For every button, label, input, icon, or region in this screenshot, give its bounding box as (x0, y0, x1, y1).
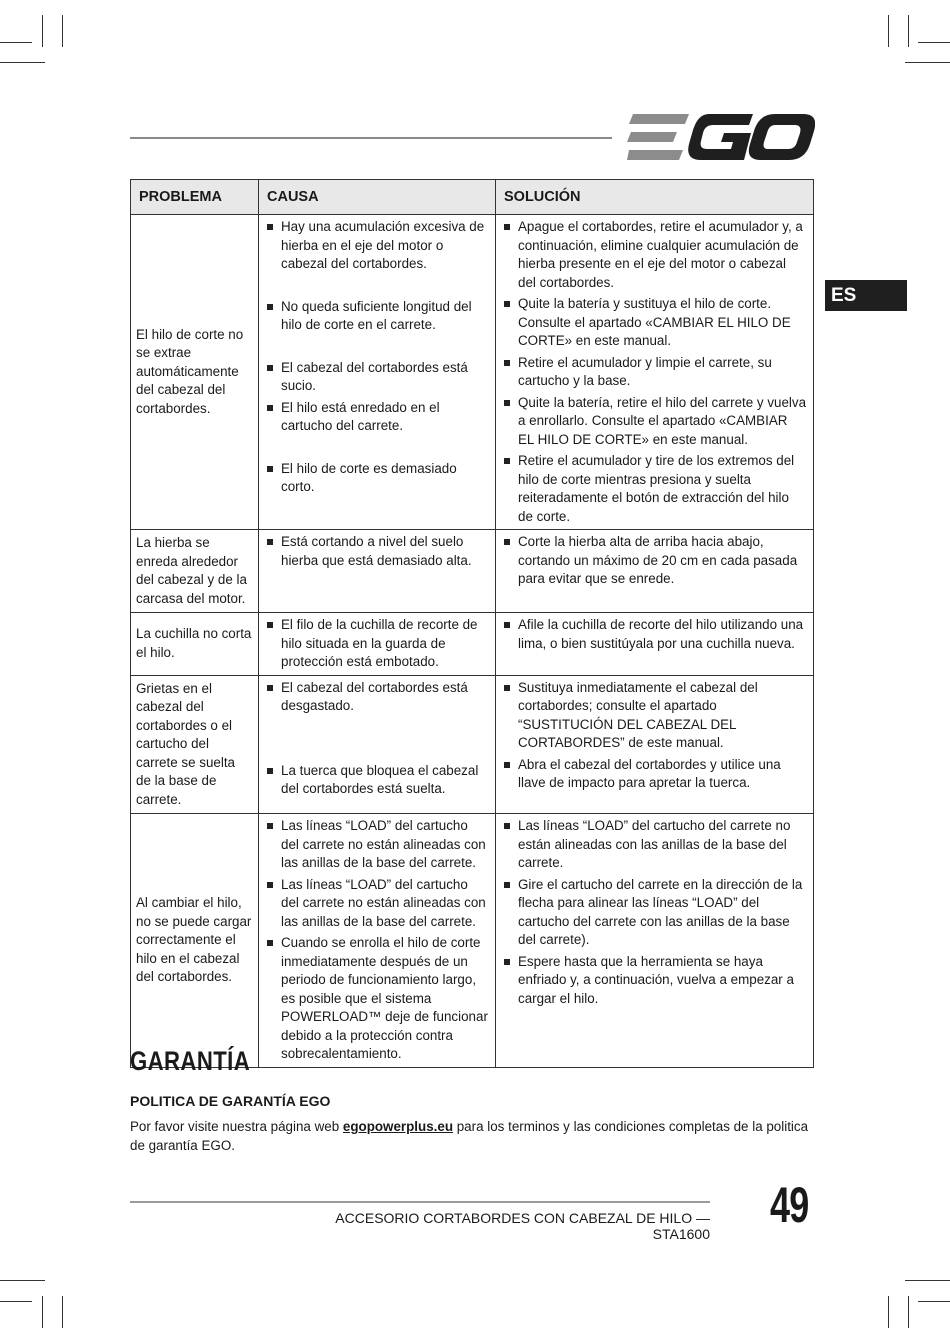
cause-cell (259, 814, 496, 1068)
solution-item: Abra el cabezal del cortabordes y utilice una llave de impacto para apretar la tuerca. (502, 756, 807, 793)
crop-mark (918, 42, 950, 43)
cause-item: La tuerca que bloquea el cabezal del cortabordes está suelta. (265, 762, 489, 799)
ego-logo (627, 114, 815, 160)
crop-mark (62, 15, 63, 47)
footer-rule (130, 1201, 710, 1203)
table-row (131, 814, 814, 1068)
crop-mark (42, 1296, 43, 1328)
crop-mark (0, 62, 45, 63)
crop-mark (888, 15, 889, 47)
warranty-paragraph (130, 1117, 810, 1155)
cause-cell (259, 530, 496, 613)
solution-item: Quite la batería, retire el hilo del carrete y vuelva a enrollarlo. Consulte el apartado «CAMBIAR EL HILO DE CORTE» en este manual. (502, 394, 807, 450)
column-header-cause: CAUSA (259, 180, 496, 215)
header-rule (130, 137, 612, 139)
solution-cell (496, 675, 814, 814)
cause-item: El cabezal del cortabordes está sucio. (265, 359, 489, 396)
cause-item: Está cortando a nivel del suelo hierba que está demasiado alta. (265, 533, 489, 570)
solution-cell (496, 814, 814, 1068)
solution-item: Retire el acumulador y tire de los extremos del hilo de corte mientras presiona y suelta reiteradamente el botón de extracción del hilo de corte. (502, 452, 807, 526)
crop-mark (905, 62, 950, 63)
cause-item: No queda suficiente longitud del hilo de corte en el carrete. (265, 298, 489, 335)
crop-mark (918, 1301, 950, 1302)
solution-cell (496, 215, 814, 530)
table-row (131, 613, 814, 676)
page-number: 49 (770, 1177, 809, 1233)
crop-mark (908, 1296, 909, 1328)
crop-mark (0, 1280, 45, 1281)
solution-item: Gire el cartucho del carrete en la dirección de la flecha para alinear las líneas “LOAD” del cartucho del carrete con las anillas de la base del carrete). (502, 876, 807, 950)
cause-cell (259, 613, 496, 676)
solution-item: Apague el cortabordes, retire el acumulador y, a continuación, elimine cualquier acumulación de hierba presente en el eje del motor o cabezal del cortabordes. (502, 218, 807, 292)
solution-item: Espere hasta que la herramienta se haya enfriado y, a continuación, vuelva a empezar a cargar el hilo. (502, 953, 807, 1009)
cause-item: El cabezal del cortabordes está desgastado. (265, 679, 489, 716)
crop-mark (62, 1296, 63, 1328)
cause-item: Hay una acumulación excesiva de hierba en el eje del motor o cabezal del cortabordes. (265, 218, 489, 274)
cause-item: El hilo está enredado en el cartucho del carrete. (265, 399, 489, 436)
problem-cell: Grietas en el cabezal del cortabordes o el cartucho del carrete se suelta de la base de carrete. (131, 675, 259, 814)
language-tab: ES (825, 280, 907, 311)
solution-cell (496, 530, 814, 613)
crop-mark (42, 15, 43, 47)
table-row (131, 675, 814, 814)
column-header-problem: PROBLEMA (131, 180, 259, 215)
solution-cell (496, 613, 814, 676)
website-link[interactable]: egopowerplus.eu (342, 1119, 454, 1134)
cause-item: Las líneas “LOAD” del cartucho del carrete no están alineadas con las anillas de la base del carrete. (265, 817, 489, 873)
cause-item: El hilo de corte es demasiado corto. (265, 460, 489, 497)
solution-item: Sustituya inmediatamente el cabezal del cortabordes; consulte el apartado “SUSTITUCIÓN DEL CABEZAL DEL CORTABORDES” de este manual. (502, 679, 807, 753)
cause-cell (259, 215, 496, 530)
crop-mark (0, 42, 32, 43)
warranty-subheading: POLITICA DE GARANTÍA EGO (130, 1093, 331, 1109)
problem-cell: El hilo de corte no se extrae automáticamente del cabezal del cortabordes. (131, 215, 259, 530)
solution-item: Afile la cuchilla de recorte del hilo utilizando una lima, o bien sustitúyala por una cuchilla nueva. (502, 616, 807, 653)
crop-mark (0, 1301, 32, 1302)
crop-mark (908, 15, 909, 47)
problem-cell: La hierba se enreda alrededor del cabezal y de la carcasa del motor. (131, 530, 259, 613)
crop-mark (888, 1296, 889, 1328)
warranty-text-after: para los terminos y las condiciones completas de la politica de garantía EGO. (130, 1119, 809, 1153)
footer-title: ACCESORIO CORTABORDES CON CABEZAL DE HILO — STA1600 (335, 1210, 710, 1242)
troubleshooting-table (130, 179, 814, 1068)
table-header-row (131, 180, 814, 215)
problem-cell: Al cambiar el hilo, no se puede cargar correctamente el hilo en el cabezal del cortabordes. (131, 814, 259, 1068)
cause-item: Cuando se enrolla el hilo de corte inmediatamente después de un periodo de funcionamiento largo, es posible que el sistema POWERLOAD™ deje de funcionar debido a la protección contra sobrecalentamiento. (265, 934, 489, 1064)
solution-item: Retire el acumulador y limpie el carrete, su cartucho y la base. (502, 354, 807, 391)
warranty-text-before: Por favor visite nuestra página web (130, 1119, 343, 1134)
warranty-heading: GARANTÍA (130, 1046, 251, 1076)
cause-cell (259, 675, 496, 814)
cause-item: El filo de la cuchilla de recorte de hilo situada en la guarda de protección está embotado. (265, 616, 489, 672)
problem-cell: La cuchilla no corta el hilo. (131, 613, 259, 676)
column-header-solution: SOLUCIÓN (496, 180, 814, 215)
solution-item: Quite la batería y sustituya el hilo de corte. Consulte el apartado «CAMBIAR EL HILO DE CORTE» en este manual. (502, 295, 807, 351)
solution-item: Las líneas “LOAD” del cartucho del carrete no están alineadas con las anillas de la base del carrete. (502, 817, 807, 873)
cause-item: Las líneas “LOAD” del cartucho del carrete no están alineadas con las anillas de la base del carrete. (265, 876, 489, 932)
crop-mark (905, 1280, 950, 1281)
table-row (131, 530, 814, 613)
table-row (131, 215, 814, 530)
solution-item: Corte la hierba alta de arriba hacia abajo, cortando un máximo de 20 cm en cada pasada para evitar que se enrede. (502, 533, 807, 589)
